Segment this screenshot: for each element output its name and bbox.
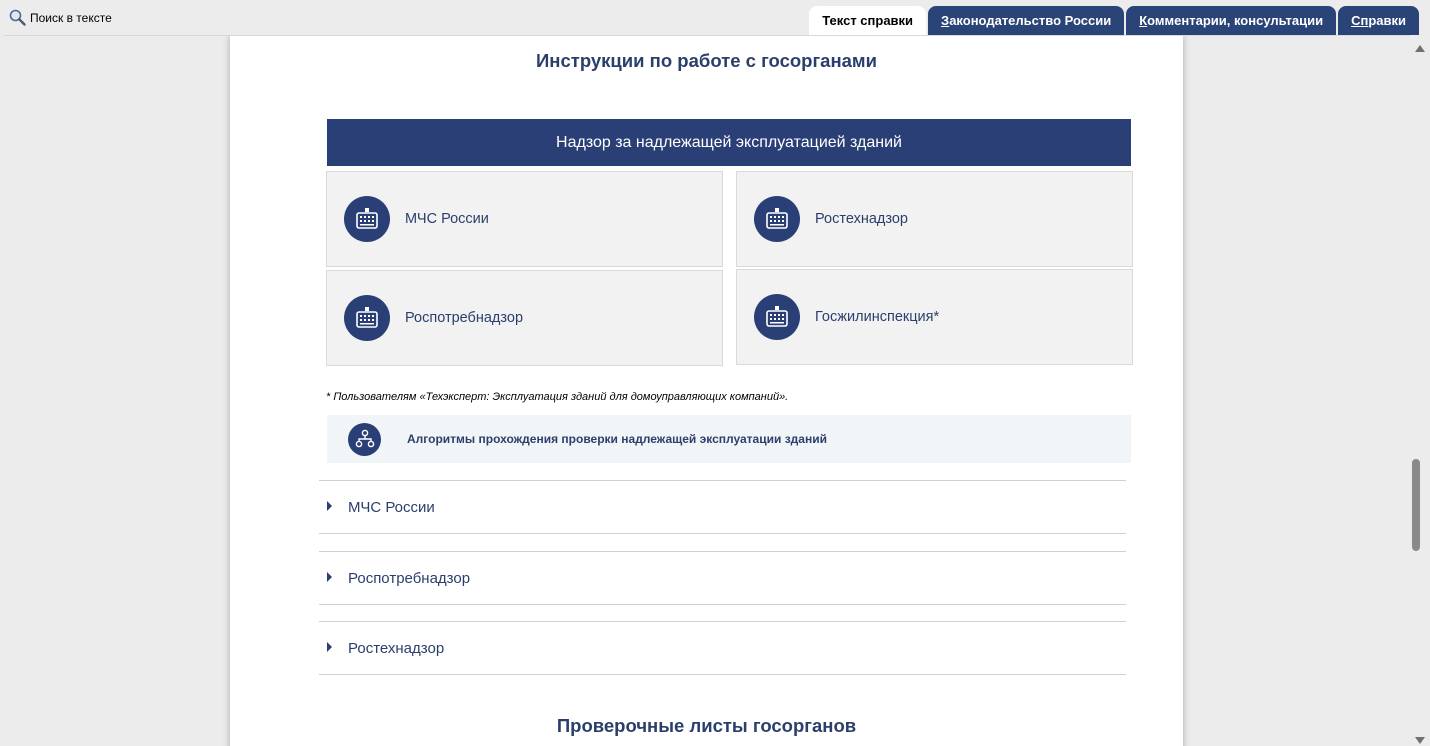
accordion-item-mchs[interactable] bbox=[319, 480, 1126, 534]
vertical-scrollbar[interactable] bbox=[1410, 35, 1430, 746]
card-label: Роспотребнадзор bbox=[405, 310, 524, 326]
algorithms-link[interactable] bbox=[327, 415, 1131, 463]
caret-right-icon bbox=[327, 501, 332, 511]
document-viewport[interactable] bbox=[4, 35, 1410, 746]
supervision-banner[interactable]: Надзор за надлежащей эксплуатацией зданий bbox=[327, 119, 1131, 166]
registry-icon bbox=[754, 294, 800, 340]
checklists-section-title: Проверочные листы госорганов bbox=[556, 715, 857, 736]
card-label: Госжилинспекция* bbox=[815, 309, 940, 325]
accordion-item-label: Роспотребнадзор bbox=[348, 569, 471, 587]
footnote: * Пользователям «Техэксперт: Эксплуатация зданий для домоуправляющих компаний». bbox=[326, 391, 789, 403]
tab-russian-legislation[interactable] bbox=[928, 6, 1124, 35]
tab-accelerator: Сп bbox=[1351, 13, 1369, 28]
accordion-item-label: МЧС России bbox=[348, 498, 435, 516]
tab-russian-legislation-label: аконодательство России bbox=[949, 13, 1112, 28]
caret-right-icon bbox=[327, 642, 332, 652]
document-page bbox=[230, 36, 1183, 746]
accordion-item-rospotrebnadzor[interactable] bbox=[319, 551, 1126, 605]
magnifier-icon bbox=[9, 9, 26, 26]
tab-bar bbox=[807, 6, 1419, 35]
tab-accelerator: К bbox=[1139, 13, 1148, 28]
tab-comments-consultations[interactable] bbox=[1126, 6, 1336, 35]
search-in-text-link[interactable] bbox=[9, 9, 112, 26]
scroll-down-arrow-icon[interactable] bbox=[1415, 737, 1425, 744]
scroll-up-arrow-icon[interactable] bbox=[1415, 45, 1425, 52]
accordion-item-label: Ростехнадзор bbox=[348, 639, 445, 657]
registry-icon bbox=[754, 196, 800, 242]
algorithms-link-label: Алгоритмы прохождения проверки надлежащей эксплуатации зданий bbox=[407, 432, 827, 446]
tab-accelerator: З bbox=[941, 13, 950, 28]
top-toolbar bbox=[0, 0, 1430, 36]
section-title: Инструкции по работе с госорганами bbox=[536, 50, 877, 71]
flowchart-icon bbox=[348, 423, 381, 456]
card-label: МЧС России bbox=[405, 211, 489, 227]
card-rostekhnadzor[interactable] bbox=[736, 171, 1133, 267]
tab-comments-consultations-label: омментарии, консультации bbox=[1147, 13, 1324, 28]
tab-help-text-label: Текст справки bbox=[822, 13, 914, 28]
card-rospotrebnadzor[interactable] bbox=[326, 270, 723, 366]
tab-references[interactable] bbox=[1338, 6, 1419, 35]
card-gosjilinspekciya[interactable] bbox=[736, 269, 1133, 365]
card-mchs[interactable] bbox=[326, 171, 723, 267]
search-in-text-label: Поиск в тексте bbox=[30, 10, 112, 25]
tab-help-text[interactable] bbox=[809, 6, 926, 35]
registry-icon bbox=[344, 196, 390, 242]
accordion-item-rostekhnadzor[interactable] bbox=[319, 621, 1126, 675]
registry-icon bbox=[344, 295, 390, 341]
caret-right-icon bbox=[327, 572, 332, 582]
tab-references-label: равки bbox=[1368, 13, 1406, 28]
card-label: Ростехнадзор bbox=[815, 211, 908, 227]
scrollbar-thumb[interactable] bbox=[1412, 459, 1420, 551]
